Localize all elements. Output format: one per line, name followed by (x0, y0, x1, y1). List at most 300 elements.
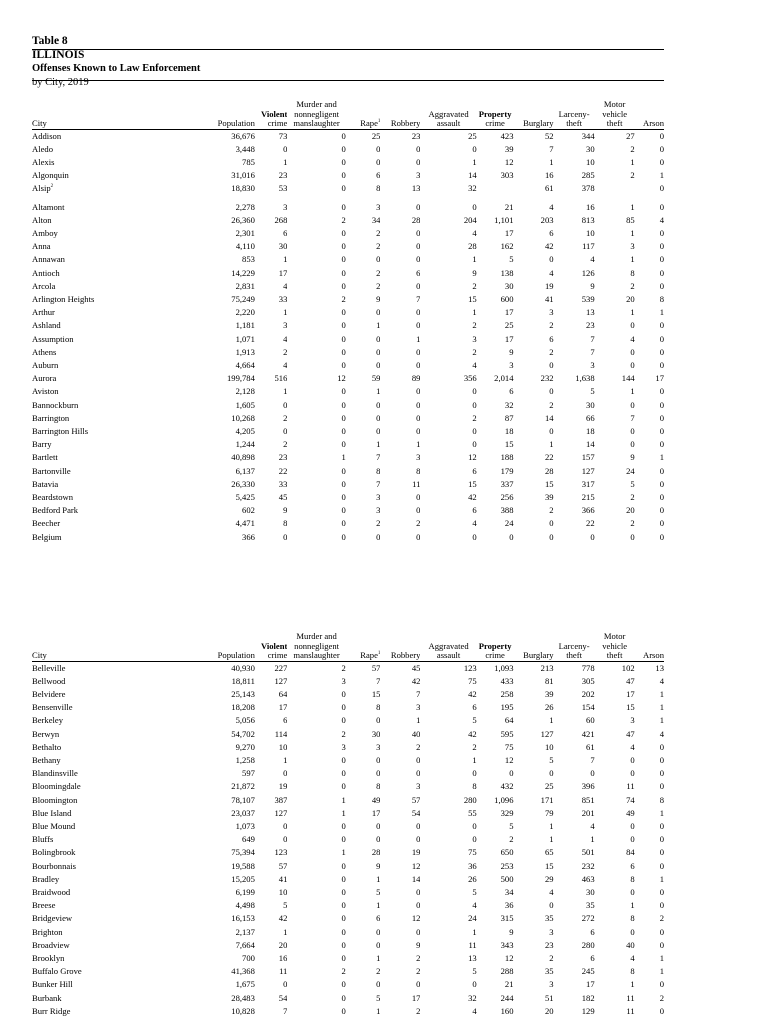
cell-arson: 0 (659, 979, 664, 990)
table-row (32, 714, 664, 727)
city-name: Breese (32, 900, 56, 911)
cell-assault: 14 (468, 170, 477, 181)
cell-burglary: 3 (549, 307, 554, 318)
cell-robbery: 0 (416, 241, 421, 252)
city-name: Burbank (32, 992, 62, 1003)
cell-population: 18,208 (231, 702, 255, 713)
city-name: Bourbonnais (32, 860, 76, 871)
table-row (32, 333, 664, 346)
cell-motor: 40 (626, 939, 635, 950)
cell-property (477, 182, 514, 195)
cell-murder: 0 (341, 439, 346, 450)
cell-violent: 0 (283, 768, 288, 779)
cell-assault: 356 (463, 373, 477, 384)
column-header-property: Property crime (478, 640, 512, 660)
cell-robbery: 0 (416, 531, 421, 542)
cell-motor: 8 (630, 873, 635, 884)
cell-burglary: 52 (514, 129, 554, 143)
cell-property: 17 (504, 333, 514, 344)
cell-assault: 2 (472, 280, 477, 291)
table-row (32, 201, 664, 214)
cell-murder: 2 (287, 661, 345, 675)
cell-population: 2,137 (235, 926, 255, 937)
cell-arson: 1 (659, 688, 664, 699)
cell-population: 75,249 (231, 293, 255, 304)
cell-burglary: 171 (540, 794, 554, 805)
cell-murder: 0 (341, 307, 346, 318)
cell-population: 199,784 (226, 373, 255, 384)
cell-burglary: 65 (544, 847, 554, 858)
cell-assault: 0 (472, 201, 477, 212)
cell-population: 4,110 (235, 241, 255, 252)
cell-murder: 0 (341, 992, 346, 1003)
cell-burglary: 39 (544, 688, 554, 699)
cell-burglary: 203 (540, 214, 554, 225)
header-rule-bottom (32, 80, 664, 81)
cell-larceny: 851 (581, 794, 595, 805)
cell-robbery: 0 (416, 280, 421, 291)
table-row (32, 939, 664, 952)
city-name: Berkeley (32, 715, 64, 726)
cell-population: 1,071 (235, 333, 255, 344)
cell-population: 7,664 (235, 939, 255, 950)
cell-population: 2,128 (235, 386, 255, 397)
cell-population: 4,498 (235, 900, 255, 911)
cell-arson: 4 (659, 675, 664, 686)
table-row (32, 169, 664, 182)
cell-assault: 75 (468, 675, 477, 686)
cell-larceny: 126 (581, 267, 595, 278)
city-name: Belgium (32, 531, 62, 542)
city-name: Barrington Hills (32, 425, 89, 436)
cell-rape: 9 (376, 293, 381, 304)
cell-burglary: 3 (549, 926, 554, 937)
cell-robbery: 0 (416, 926, 421, 937)
footnote-marker: 1 (377, 651, 381, 657)
cell-larceny: 305 (581, 675, 595, 686)
table-row (32, 253, 664, 266)
report-header (32, 34, 664, 90)
cell-larceny: 14 (586, 439, 595, 450)
cell-burglary: 1 (549, 820, 554, 831)
city-name: Ashland (32, 320, 61, 331)
cell-property: 1,101 (494, 214, 514, 225)
cell-property: 650 (500, 847, 514, 858)
column-header-rape: Rape$^1$ (360, 650, 381, 660)
cell-motor: 20 (626, 505, 635, 516)
cell-murder: 0 (341, 715, 346, 726)
cell-motor: 4 (630, 333, 635, 344)
cell-motor: 1 (630, 254, 635, 265)
cell-property: 6 (509, 386, 514, 397)
cell-murder: 0 (341, 478, 346, 489)
table-row (32, 214, 664, 227)
cell-larceny: 366 (581, 505, 595, 516)
cell-violent: 114 (274, 728, 288, 739)
city-name: Algonquin (32, 170, 69, 181)
column-header-burglary: Burglary (523, 118, 554, 128)
city-name: Bedford Park (32, 505, 79, 516)
cell-property: 0 (509, 531, 514, 542)
cell-burglary: 3 (549, 979, 554, 990)
cell-assault: 1 (472, 926, 477, 937)
cell-property: 21 (504, 201, 514, 212)
column-header-row (32, 632, 664, 661)
cell-assault: 12 (468, 452, 477, 463)
cell-burglary: 0 (549, 254, 554, 265)
cell-assault: 13 (468, 952, 477, 963)
cell-robbery: 0 (416, 491, 421, 502)
cell-motor: 49 (626, 807, 635, 818)
cell-murder: 0 (341, 170, 346, 181)
cell-arson: 0 (659, 465, 664, 476)
cell-murder: 1 (341, 452, 346, 463)
city-name: Blue Island (32, 807, 72, 818)
cell-assault: 8 (472, 781, 477, 792)
cell-murder: 0 (341, 412, 346, 423)
table-row (32, 728, 664, 741)
cell-larceny: 6 (590, 952, 595, 963)
cell-robbery: 2 (416, 518, 421, 529)
cell-murder: 0 (341, 1005, 346, 1016)
table-row (32, 688, 664, 701)
cell-rape: 0 (376, 412, 381, 423)
city-name: Alsip$^2$ (32, 183, 54, 194)
cell-robbery: 2 (416, 966, 421, 977)
cell-property: 87 (504, 412, 514, 423)
cell-motor: 6 (630, 860, 635, 871)
cell-murder: 0 (341, 267, 346, 278)
table-row (32, 899, 664, 912)
cell-larceny: 117 (582, 241, 595, 252)
cell-population: 41,368 (231, 966, 255, 977)
cell-robbery: 2 (416, 952, 421, 963)
cell-rape: 0 (376, 715, 381, 726)
cell-murder: 0 (341, 688, 346, 699)
cell-arson: 0 (659, 183, 664, 194)
cell-burglary: 0 (549, 768, 554, 779)
cell-arson: 0 (659, 412, 664, 423)
cell-motor: 27 (595, 129, 635, 143)
cell-robbery: 2 (416, 741, 421, 752)
cell-motor: 20 (626, 293, 635, 304)
cell-property: 32 (504, 399, 514, 410)
cell-larceny: 396 (581, 781, 595, 792)
cell-robbery: 0 (416, 900, 421, 911)
cell-arson: 0 (659, 201, 664, 212)
column-header-city: City (32, 118, 47, 128)
table-row (32, 886, 664, 899)
cell-property: 2 (509, 834, 514, 845)
cell-rape: 17 (371, 807, 381, 818)
cell-violent: 7 (283, 1005, 288, 1016)
cell-motor: 11 (626, 781, 635, 792)
cell-motor: 3 (630, 241, 635, 252)
cell-robbery: 0 (416, 754, 421, 765)
table-row (32, 661, 664, 675)
cell-burglary: 41 (544, 293, 554, 304)
table-row (32, 412, 664, 425)
cell-motor: 0 (630, 439, 635, 450)
city-name: Alexis (32, 156, 55, 167)
cell-rape: 8 (376, 702, 381, 713)
cell-larceny: 30 (586, 886, 595, 897)
cell-larceny: 35 (586, 900, 595, 911)
cell-arson: 1 (659, 307, 664, 318)
cell-robbery: 0 (416, 156, 421, 167)
cell-assault: 1 (472, 307, 477, 318)
city-name: Belvidere (32, 688, 66, 699)
cell-motor: 0 (630, 359, 635, 370)
cell-arson: 1 (659, 952, 664, 963)
cell-murder: 0 (341, 939, 346, 950)
column-header-population: Population (217, 650, 255, 660)
cell-motor: 1 (630, 227, 635, 238)
cell-assault: 0 (472, 143, 477, 154)
cell-violent: 9 (283, 505, 288, 516)
column-header-motor: Motor vehicle theft (602, 632, 628, 660)
cell-burglary: 35 (544, 913, 554, 924)
column-header-murder: Murder and nonnegligent manslaughter (293, 100, 340, 128)
cell-population: 5,056 (235, 715, 255, 726)
cell-property: 3 (509, 359, 514, 370)
cell-assault: 42 (468, 688, 477, 699)
cell-property: 0 (509, 768, 514, 779)
cell-population: 31,016 (231, 170, 255, 181)
table-row (32, 504, 664, 517)
cell-property: 179 (500, 465, 514, 476)
cell-larceny: 4 (590, 254, 595, 265)
cell-murder: 2 (341, 728, 346, 739)
cell-population: 2,278 (235, 201, 255, 212)
cell-murder: 0 (341, 491, 346, 502)
cell-rape: 1 (376, 952, 381, 963)
cell-robbery: 28 (411, 214, 421, 225)
cell-arson: 1 (659, 170, 664, 181)
cell-violent: 1 (283, 926, 288, 937)
cell-motor: 1 (630, 979, 635, 990)
cell-property: 75 (504, 741, 514, 752)
cell-murder: 0 (341, 505, 346, 516)
cell-property: 12 (504, 952, 514, 963)
cell-population: 18,811 (231, 675, 255, 686)
cell-arson: 0 (659, 886, 664, 897)
cell-arson: 1 (659, 966, 664, 977)
city-name: Belleville (32, 661, 205, 675)
cell-burglary: 4 (549, 267, 554, 278)
cell-larceny: 272 (581, 913, 595, 924)
cell-burglary: 1 (549, 715, 554, 726)
cell-robbery: 3 (416, 452, 421, 463)
cell-arson: 0 (659, 768, 664, 779)
cell-arson: 0 (659, 359, 664, 370)
cell-robbery: 19 (411, 847, 421, 858)
cell-burglary: 0 (549, 425, 554, 436)
cell-assault: 1 (472, 254, 477, 265)
cell-rape: 3 (376, 491, 381, 502)
table-row (32, 478, 664, 491)
table-number: Table 8 (32, 35, 68, 47)
cell-motor: 2 (630, 170, 635, 181)
cell-assault: 6 (472, 465, 477, 476)
cell-property: 17 (504, 307, 514, 318)
cell-arson: 8 (659, 794, 664, 805)
cell-larceny: 30 (586, 399, 595, 410)
cell-murder: 0 (341, 399, 346, 410)
cell-larceny: 129 (581, 1005, 595, 1016)
cell-arson: 1 (659, 873, 664, 884)
cell-population: 21,872 (231, 781, 255, 792)
cell-burglary: 127 (540, 728, 554, 739)
cell-rape: 0 (376, 979, 381, 990)
cell-property: 258 (500, 688, 514, 699)
city-name: Bensenville (32, 702, 73, 713)
cell-population: 1,258 (235, 754, 255, 765)
city-name: Anna (32, 241, 51, 252)
cell-robbery: 0 (416, 768, 421, 779)
table-row (32, 143, 664, 156)
table-row (32, 780, 664, 793)
column-header-violent: Violent crime (260, 640, 288, 660)
cell-motor (595, 182, 635, 195)
cell-burglary: 0 (549, 900, 554, 911)
cell-robbery: 0 (416, 143, 421, 154)
table-row (32, 675, 664, 688)
cell-burglary: 2 (549, 399, 554, 410)
cell-larceny: 157 (581, 452, 595, 463)
cell-burglary: 28 (544, 465, 554, 476)
cell-rape: 0 (376, 254, 381, 265)
cell-robbery: 0 (416, 886, 421, 897)
cell-murder: 0 (341, 143, 346, 154)
city-name: Bloomington (32, 794, 78, 805)
cell-murder: 0 (341, 834, 346, 845)
cell-burglary: 1 (549, 834, 554, 845)
cell-larceny: 201 (581, 807, 595, 818)
cell-robbery: 13 (411, 183, 421, 194)
cell-motor: 0 (630, 346, 635, 357)
cell-population: 36,676 (205, 129, 255, 143)
cell-murder: 12 (337, 373, 346, 384)
cell-population: 1,181 (235, 320, 255, 331)
cell-arson: 0 (659, 820, 664, 831)
cell-assault: 3 (472, 333, 477, 344)
city-name: Bellwood (32, 675, 66, 686)
cell-murder: 0 (341, 346, 346, 357)
cell-motor: 0 (630, 425, 635, 436)
cell-violent: 1 (283, 754, 288, 765)
cell-rape: 1 (376, 873, 381, 884)
cell-murder: 0 (341, 860, 346, 871)
cell-murder: 0 (341, 754, 346, 765)
cell-motor: 102 (595, 661, 635, 675)
city-name: Buffalo Grove (32, 966, 82, 977)
cell-violent: 1 (283, 307, 288, 318)
cell-rape: 34 (371, 214, 381, 225)
cell-property: 329 (500, 807, 514, 818)
cell-population: 1,605 (235, 399, 255, 410)
cell-motor: 2 (630, 280, 635, 291)
cell-violent: 268 (274, 214, 288, 225)
table-row (32, 926, 664, 939)
cell-population: 78,107 (231, 794, 255, 805)
cell-violent: 4 (283, 280, 288, 291)
table-row (32, 451, 664, 464)
cell-assault: 5 (472, 966, 477, 977)
cell-motor: 7 (630, 412, 635, 423)
table-row (32, 754, 664, 767)
cell-motor: 1 (630, 307, 635, 318)
cell-property: 1,093 (477, 661, 514, 675)
cell-property: 244 (500, 992, 514, 1003)
cell-rape: 1 (376, 439, 381, 450)
table-row (32, 952, 664, 965)
cell-motor: 1 (630, 900, 635, 911)
cell-murder: 0 (341, 333, 346, 344)
cell-population: 649 (242, 834, 255, 845)
cell-rape: 59 (371, 373, 381, 384)
cell-murder: 0 (341, 518, 346, 529)
cell-arson: 0 (659, 439, 664, 450)
city-name: Bluffs (32, 834, 54, 845)
city-name: Bethalto (32, 741, 62, 752)
cell-murder: 0 (341, 386, 346, 397)
cell-motor: 5 (630, 478, 635, 489)
cell-robbery: 0 (416, 399, 421, 410)
cell-burglary: 1 (549, 439, 554, 450)
city-name: Batavia (32, 478, 59, 489)
cell-rape: 15 (371, 688, 381, 699)
cell-robbery: 42 (411, 675, 421, 686)
cell-larceny: 61 (586, 741, 595, 752)
cell-population: 785 (242, 156, 255, 167)
cell-motor: 74 (626, 794, 635, 805)
column-header-row (32, 100, 664, 129)
cell-rape: 7 (376, 675, 381, 686)
cell-larceny: 285 (581, 170, 595, 181)
cell-robbery: 23 (380, 129, 420, 143)
column-header-violent: Violent crime (260, 108, 288, 128)
cell-arson: 0 (659, 267, 664, 278)
cell-burglary: 16 (544, 170, 554, 181)
cell-population: 597 (242, 768, 255, 779)
cell-violent: 17 (278, 702, 288, 713)
cell-property: 34 (504, 886, 514, 897)
cell-violent: 0 (283, 820, 288, 831)
cell-property: 303 (500, 170, 514, 181)
city-name: Barrington (32, 412, 70, 423)
cell-larceny: 60 (586, 715, 595, 726)
cell-burglary: 6 (549, 227, 554, 238)
cell-arson: 13 (635, 661, 664, 675)
table-row (32, 794, 664, 807)
cell-burglary: 1 (549, 156, 554, 167)
cell-population: 602 (242, 505, 255, 516)
cell-arson: 1 (659, 715, 664, 726)
cell-motor: 4 (630, 952, 635, 963)
cell-larceny: 6 (590, 926, 595, 937)
cell-larceny: 10 (586, 227, 595, 238)
cell-larceny: 154 (581, 702, 595, 713)
cell-arson: 0 (659, 320, 664, 331)
cell-assault: 75 (468, 847, 477, 858)
cell-burglary: 20 (544, 1005, 554, 1016)
table-row (32, 767, 664, 780)
table-row (32, 240, 664, 253)
cell-rape: 2 (376, 966, 381, 977)
cell-murder: 0 (341, 227, 346, 238)
cell-rape: 6 (376, 913, 381, 924)
